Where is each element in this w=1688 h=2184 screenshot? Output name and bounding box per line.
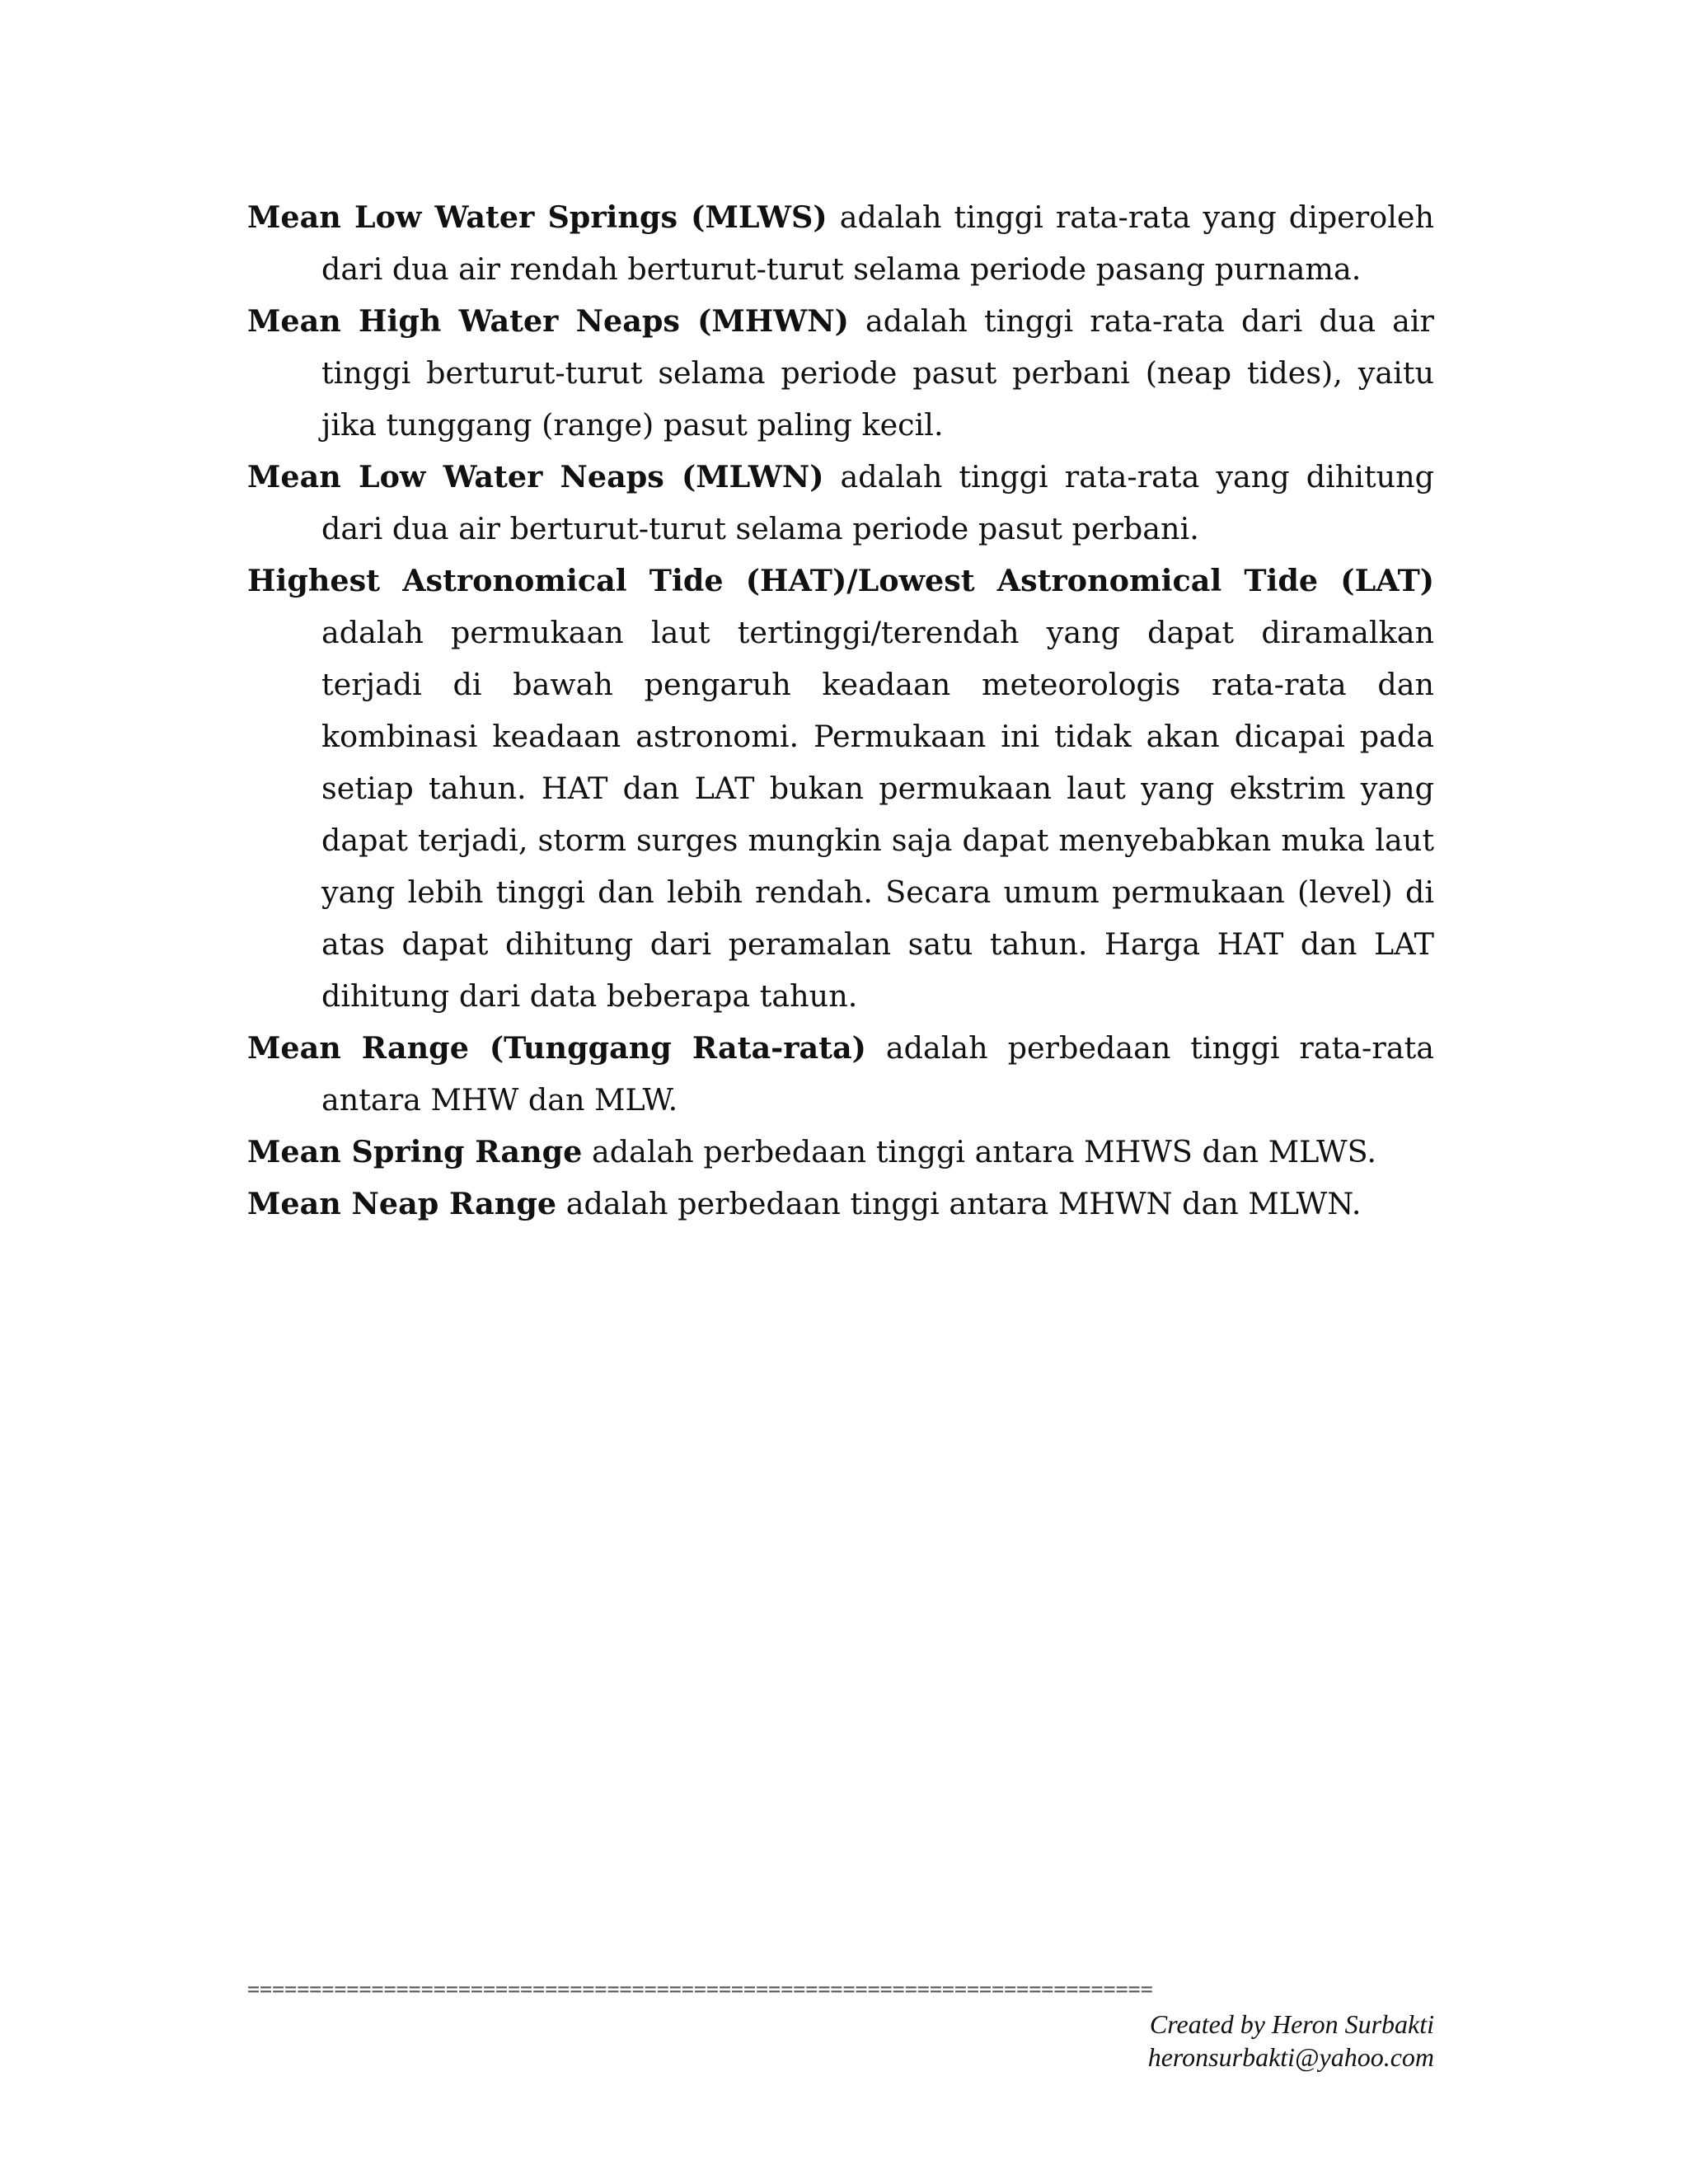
definition-text: adalah tinggi rata-rata dari dua air tinggi berturut-turut selama periode pasut perbani (neap tides), yaitu jika tunggang (range) pasut paling kecil. — [321, 303, 1434, 443]
definition-hat-lat — [247, 555, 1434, 1022]
definition-mhwn — [247, 295, 1434, 451]
definition-text: adalah tinggi rata-rata yang dihitung dari dua air berturut-turut selama periode pasut perbani. — [321, 459, 1434, 546]
definition-term: Mean Spring Range — [247, 1134, 583, 1169]
definition-text: adalah tinggi rata-rata yang diperoleh dari dua air rendah berturut-turut selama periode pasang purnama. — [321, 199, 1434, 287]
definition-text: adalah perbedaan tinggi antara MHWN dan MLWN. — [556, 1186, 1362, 1221]
definition-list — [247, 191, 1434, 1230]
footer-credit: Created by Heron Surbakti — [1149, 2009, 1434, 2039]
footer-email: heronsurbakti@yahoo.com — [1147, 2042, 1434, 2072]
footer-separator: ========================================================================= — [247, 1978, 1153, 2001]
definition-term: Mean High Water Neaps (MHWN) — [247, 303, 849, 339]
definition-mean-spring-range — [247, 1126, 1434, 1178]
definition-term: Highest Astronomical Tide (HAT)/Lowest Astronomical Tide (LAT) — [247, 563, 1434, 598]
definition-mean-range — [247, 1022, 1434, 1126]
definition-mlwn — [247, 451, 1434, 555]
definition-text: adalah perbedaan tinggi rata-rata antara MHW dan MLW. — [321, 1030, 1435, 1118]
definition-text: adalah permukaan laut tertinggi/terendah yang dapat diramalkan terjadi di bawah pengaruh keadaan meteorologis rata-rata dan kombinasi keadaan astronomi. Permukaan ini tidak akan dicapai pada setiap tahun. HAT dan LAT bukan permukaan laut yang ekstrim yang dapat terjadi, storm surges mungkin saja dapat menyebabkan muka laut yang lebih tinggi dan lebih rendah. Secara umum permukaan (level) di atas dapat dihitung dari peramalan satu tahun. Harga HAT dan LAT dihitung dari data beberapa tahun. — [321, 615, 1434, 1014]
definition-text: adalah perbedaan tinggi antara MHWS dan MLWS. — [582, 1134, 1376, 1169]
definition-term: Mean Neap Range — [247, 1186, 557, 1221]
definition-term: Mean Low Water Springs (MLWS) — [247, 199, 828, 235]
definition-term: Mean Range (Tunggang Rata-rata) — [247, 1030, 866, 1066]
definition-mlws — [247, 191, 1434, 295]
footer-credits — [1148, 2008, 1434, 2074]
definition-term: Mean Low Water Neaps (MLWN) — [247, 459, 824, 494]
definition-mean-neap-range — [247, 1178, 1434, 1230]
